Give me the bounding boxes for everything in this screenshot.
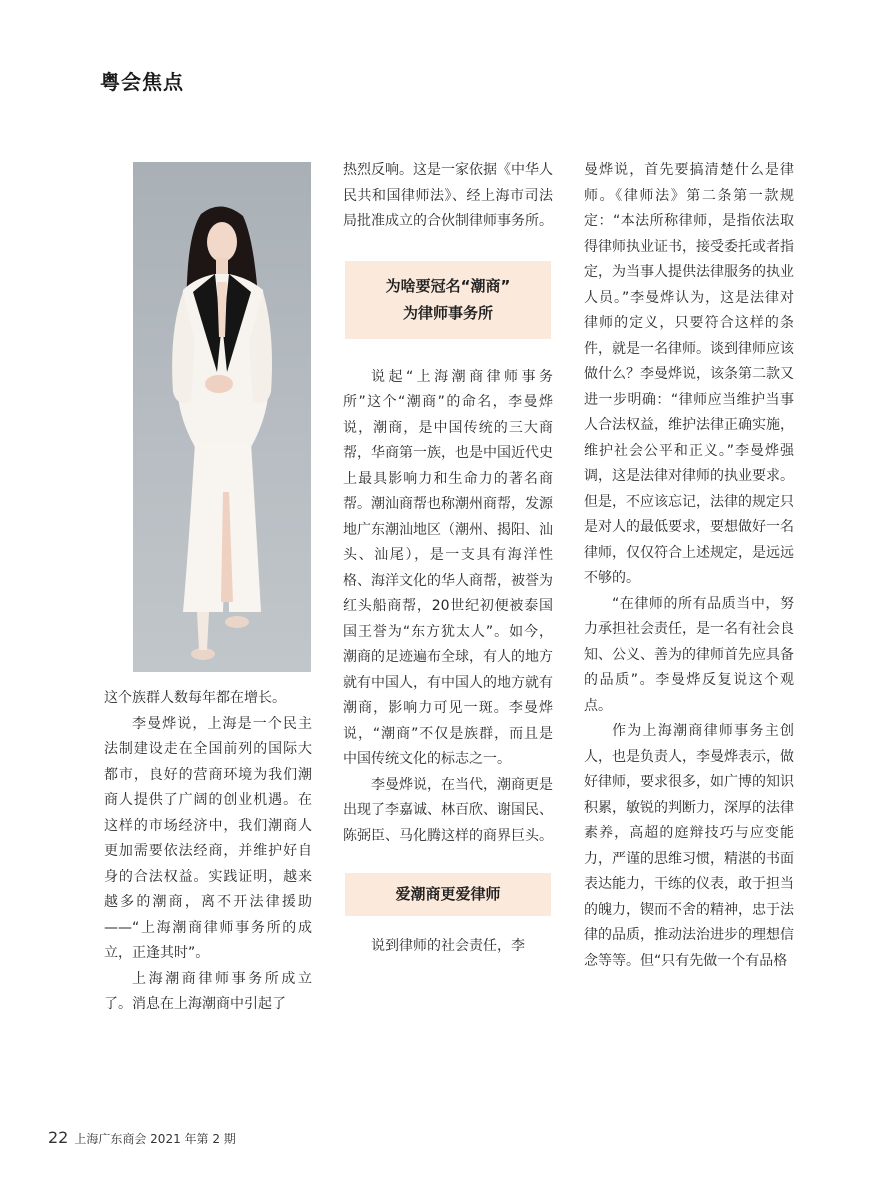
paragraph: 热烈反响。这是一家依据《中华人民共和国律师法》、经上海市司法局批准成立的合伙制律师事务所。 xyxy=(343,162,553,229)
page-footer xyxy=(48,1128,236,1147)
paragraph: 说到律师的社会责任，李 xyxy=(371,938,525,954)
paragraph: 李曼烨说，上海是一个民主法制建设走在全国前列的国际大都市，良好的营商环境为我们潮商人提供了广阔的创业机遇。在这样的市场经济中，我们潮商人更加需要依法经商，并维护好自身的合法权益。实践证明，越来越多的潮商，离不开法律援助——“上海潮商律师事务所的成立，正逢其时”。 xyxy=(104,715,312,961)
paragraph: 说起“上海潮商律师事务所”这个“潮商”的命名，李曼烨说，潮商，是中国传统的三大商帮，华商第一族，也是中国近代史上最具影响力和生命力的著名商帮。潮汕商帮也称潮州商帮，发源地广东潮汕地区（潮州、揭阳、汕头、汕尾），是一支具有海洋性格、海洋文化的华人商帮，被誉为红头船商帮，20世纪初便被泰国国王誉为“东方犹太人”。如今，潮商的足迹遍布全球，有人的地方就有中国人，有中国人的地方就有潮商，影响力可见一斑。李曼烨说，“潮商”不仅是族群，而且是中国传统文化的标志之一。 xyxy=(343,368,553,767)
woman-portrait-illustration xyxy=(133,162,311,672)
paragraph: 上海潮商律师事务所成立了。消息在上海潮商中引起了 xyxy=(104,970,312,1012)
section-label: 粤会焦点 xyxy=(100,70,184,94)
paragraph: “在律师的所有品质当中，努力承担社会责任，是一名有社会良知、公义、善为的律师首先应具备的品质”。李曼烨反复说这个观点。 xyxy=(584,595,794,714)
paragraph: 李曼烨说，在当代，潮商更是出现了李嘉诚、林百欣、谢国民、陈弼臣、马化腾这样的商界巨头。 xyxy=(343,776,553,844)
section-heading-line: 为啥要冠名“潮商” xyxy=(385,276,511,295)
section-heading-line: 为律师事务所 xyxy=(402,303,493,322)
page-number: 22 xyxy=(48,1128,69,1147)
section-heading-box xyxy=(345,873,551,916)
portrait-photo xyxy=(133,162,311,672)
paragraph: 作为上海潮商律师事务主创人，也是负责人，李曼烨表示，做好律师，要求很多，如广博的知识积累，敏锐的判断力，深厚的法律素养，高超的庭辩技巧与应变能力，严谨的思维习惯，精湛的书面表达能力，干练的仪表，敢于担当的魄力，锲而不舍的精神，忠于法律的品质，推动法治进步的理想信念等等。但“只有先做一个有品格 xyxy=(584,723,794,969)
section-heading-line: 爱潮商更爱律师 xyxy=(395,885,501,903)
paragraph: 这个族群人数每年都在增长。 xyxy=(104,690,286,706)
text-column-2 xyxy=(343,158,553,960)
paragraph: 曼烨说，首先要搞清楚什么是律师。《律师法》第二条第一款规定：“本法所称律师，是指依法取得律师执业证书，接受委托或者指定，为当事人提供法律服务的执业人员。”李曼烨认为，这是法律对律师的定义，只要符合这样的条件，就是一名律师。谈到律师应该做什么？李曼烨说，该条第二款又进一步明确：“律师应当维护当事人合法权益，维护法律正确实施，维护社会公平和正义。”李曼烨强调，这是法律对律师的执业要求。但是，不应该忘记，法律的规定只是对人的最低要求，要想做好一名律师，仅仅符合上述规定，是远远不够的。 xyxy=(584,162,794,586)
text-column-3 xyxy=(584,158,794,974)
publication-info: 上海广东商会 2021 年第 2 期 xyxy=(74,1132,236,1146)
section-heading-box xyxy=(345,261,551,339)
text-column-1 xyxy=(104,686,312,1018)
